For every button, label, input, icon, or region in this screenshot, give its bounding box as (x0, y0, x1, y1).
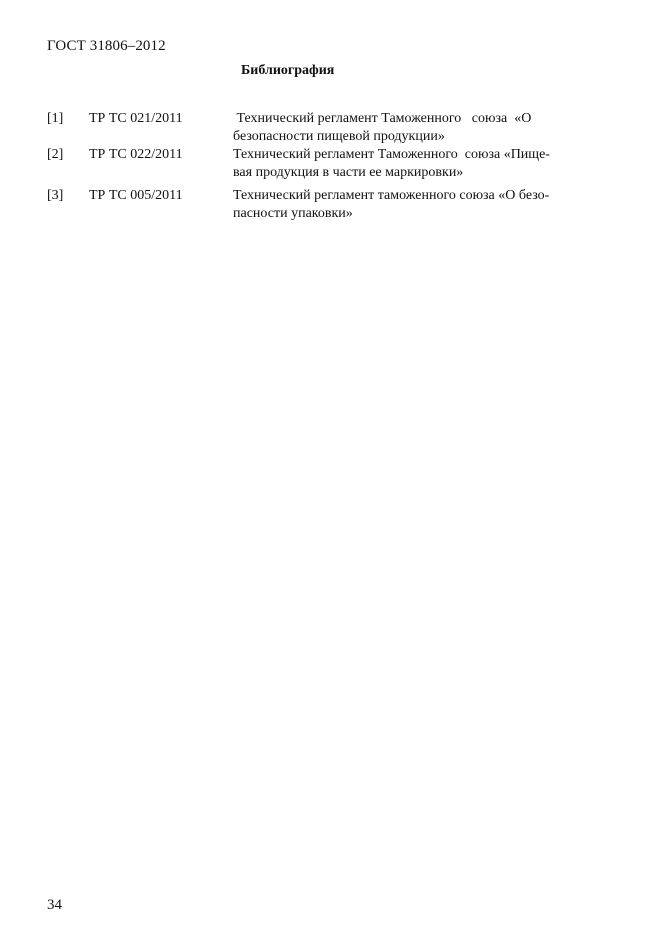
entry-code: ТР ТС 022/2011 (89, 147, 183, 162)
entry-description (233, 146, 593, 182)
entry-description-line: Технический регламент Таможенного союза «Пище- (233, 147, 550, 162)
section-title: Библиография (241, 63, 335, 78)
entry-description-line: Технический регламент таможенного союза «О безо- (233, 188, 550, 203)
document-header: ГОСТ 31806–2012 (47, 38, 166, 54)
entry-number: [1] (47, 111, 64, 126)
entry-description-line: вая продукция в части ее маркировки» (233, 165, 464, 180)
entry-code: ТР ТС 005/2011 (89, 188, 183, 203)
entry-description (233, 110, 593, 146)
entry-number: [3] (47, 188, 64, 203)
entry-code: ТР ТС 021/2011 (89, 111, 183, 126)
entry-description (233, 187, 593, 223)
entry-description-line: пасности упаковки» (233, 206, 353, 221)
page-number: 34 (47, 897, 62, 913)
entry-description-line: Технический регламент Таможенного союза «О (233, 111, 532, 126)
entry-number: [2] (47, 147, 64, 162)
entry-description-line: безопасности пищевой продукции» (233, 129, 445, 144)
